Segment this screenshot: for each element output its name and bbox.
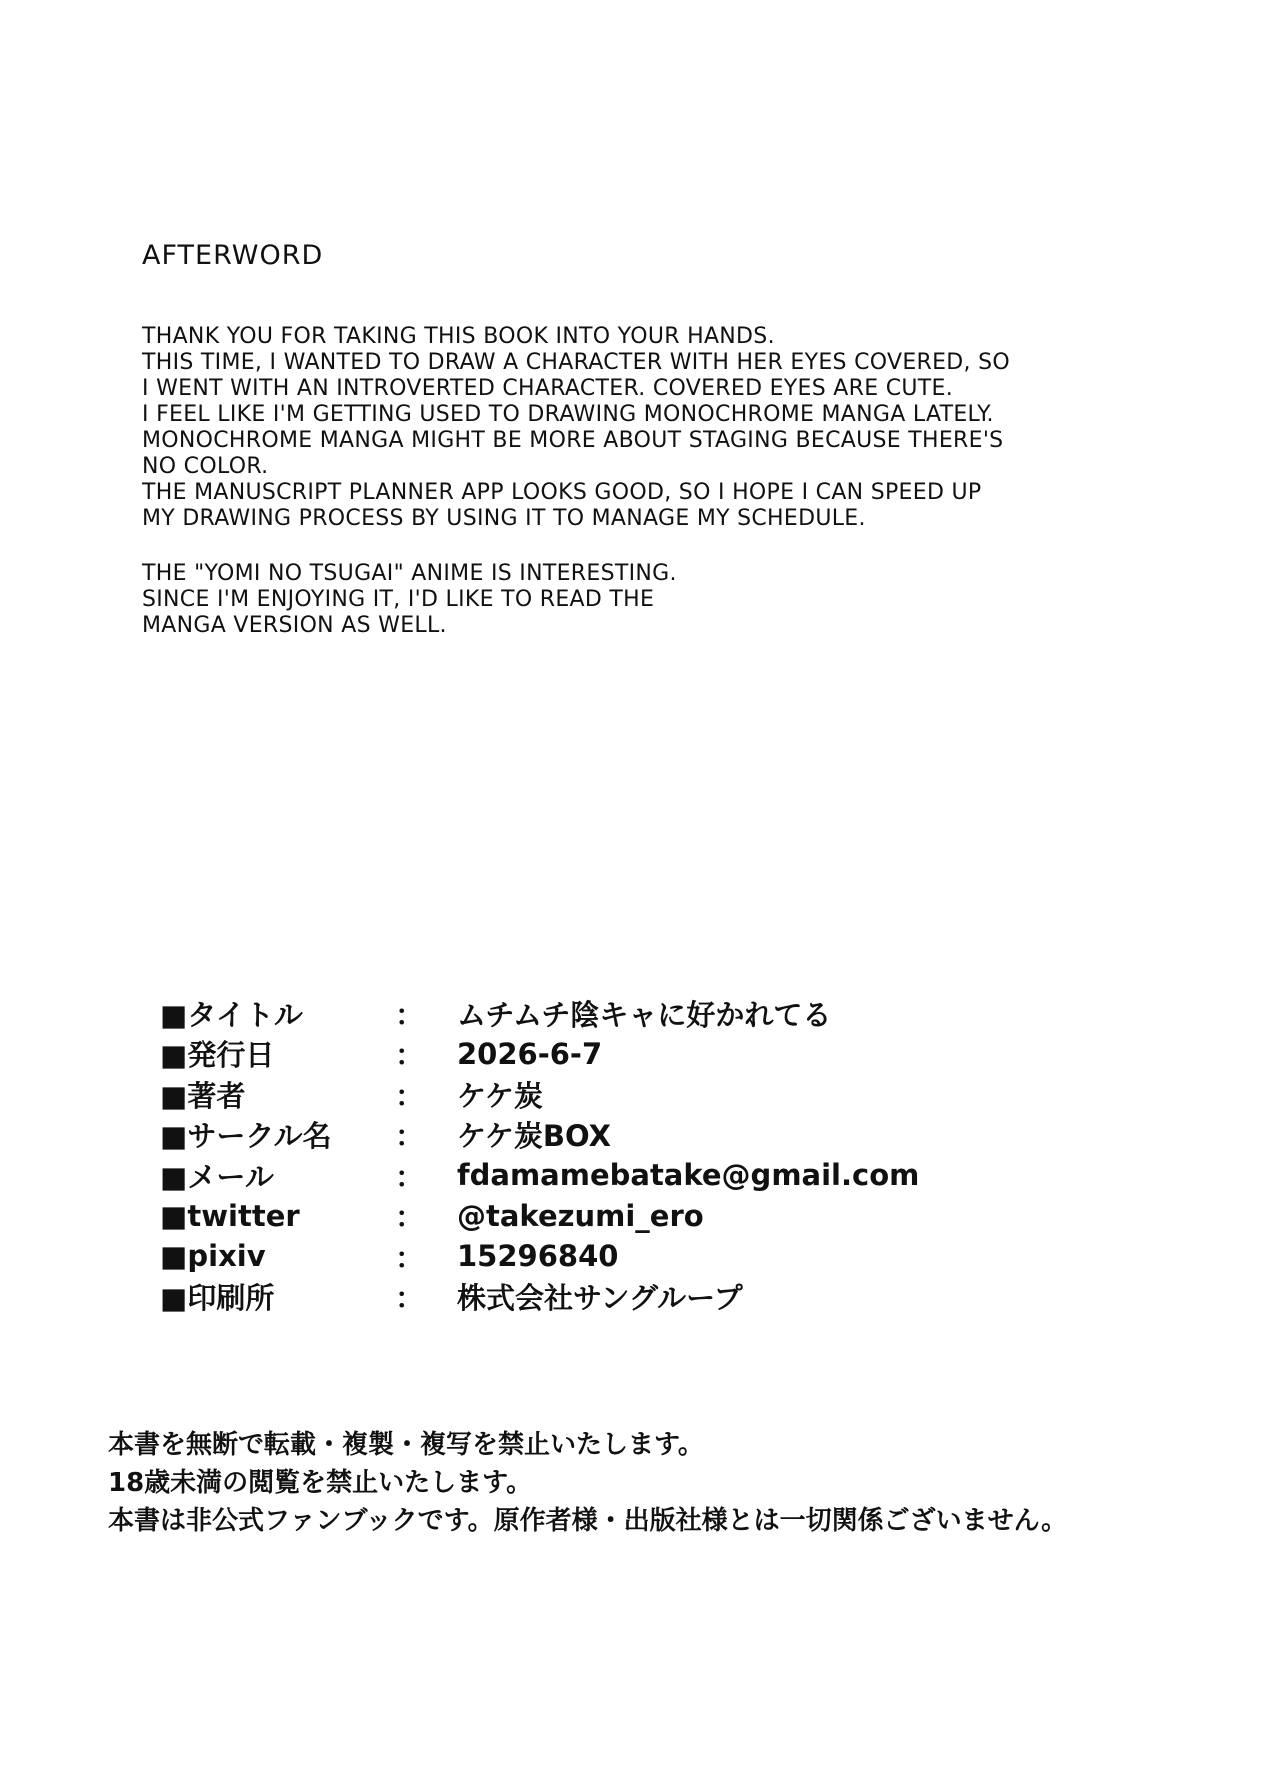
colophon-row-date <box>160 1034 1060 1075</box>
colophon-separator: ： <box>395 1119 425 1154</box>
afterword-line: MY DRAWING PROCESS BY USING IT TO MANAGE MY SCHEDULE. <box>142 506 866 531</box>
colophon-value: ケケ炭 <box>457 1078 543 1113</box>
colophon-row-twitter <box>160 1196 1060 1237</box>
afterword-body <box>142 324 1152 668</box>
afterword-line: THANK YOU FOR TAKING THIS BOOK INTO YOUR HANDS. <box>142 324 775 349</box>
afterword-line: MANGA VERSION AS WELL. <box>142 613 447 638</box>
colophon-value: 株式会社サングループ <box>457 1281 743 1316</box>
colophon-separator: ： <box>395 1038 425 1073</box>
legal-line: 18歳未満の閲覧を禁止いたします。 <box>108 1468 533 1498</box>
colophon-value: 2026-6-7 <box>457 1036 603 1071</box>
colophon-row-printer <box>160 1277 1060 1318</box>
colophon <box>160 993 1060 1317</box>
legal-line: 本書を無断で転載・複製・複写を禁止いたします。 <box>108 1430 704 1460</box>
colophon-row-title <box>160 993 1060 1034</box>
colophon-label: ■メール <box>160 1159 274 1194</box>
colophon-label: ■発行日 <box>160 1038 275 1073</box>
colophon-row-email <box>160 1155 1060 1196</box>
colophon-value: ケケ炭BOX <box>457 1119 611 1154</box>
colophon-row-pixiv <box>160 1236 1060 1277</box>
afterword-line: I WENT WITH AN INTROVERTED CHARACTER. COVERED EYES ARE CUTE. <box>142 376 954 401</box>
colophon-separator: ： <box>395 1078 425 1113</box>
afterword-line: THE "YOMI NO TSUGAI" ANIME IS INTERESTING. <box>142 561 677 586</box>
afterword-line: I FEEL LIKE I'M GETTING USED TO DRAWING MONOCHROME MANGA LATELY. <box>142 402 994 427</box>
colophon-label: ■著者 <box>160 1078 246 1113</box>
colophon-value: ムチムチ陰キャに好かれてる <box>457 997 832 1032</box>
legal-line: 本書は非公式ファンブックです。原作者様・出版社様とは一切関係ございません。 <box>108 1506 1068 1536</box>
colophon-separator: ： <box>395 1281 425 1316</box>
colophon-value: 15296840 <box>457 1239 619 1274</box>
afterword-line: THIS TIME, I WANTED TO DRAW A CHARACTER WITH HER EYES COVERED, SO <box>142 350 1011 375</box>
afterword-title: AFTERWORD <box>142 240 324 271</box>
colophon-separator: ： <box>395 997 425 1032</box>
afterword-paragraph <box>142 561 1152 639</box>
colophon-row-circle <box>160 1115 1060 1156</box>
colophon-label: ■サークル名 <box>160 1119 332 1154</box>
colophon-separator: ： <box>395 1159 425 1194</box>
colophon-label: ■タイトル <box>160 997 303 1032</box>
colophon-separator: ： <box>395 1240 425 1275</box>
afterword-line: MONOCHROME MANGA MIGHT BE MORE ABOUT STAGING BECAUSE THERE'S <box>142 428 1004 453</box>
afterword-paragraph <box>142 324 1152 532</box>
colophon-value: @takezumi_ero <box>457 1198 704 1233</box>
colophon-row-author <box>160 1074 1060 1115</box>
afterword-line: SINCE I'M ENJOYING IT, I'D LIKE TO READ THE <box>142 587 655 612</box>
afterword-line: THE MANUSCRIPT PLANNER APP LOOKS GOOD, SO I HOPE I CAN SPEED UP <box>142 480 982 505</box>
afterword-line: NO COLOR. <box>142 454 269 479</box>
colophon-label: ■pixiv <box>160 1239 266 1274</box>
colophon-label: ■twitter <box>160 1198 300 1233</box>
colophon-value: fdamamebatake@gmail.com <box>457 1158 920 1193</box>
colophon-label: ■印刷所 <box>160 1281 275 1316</box>
legal-notice <box>108 1426 1208 1540</box>
colophon-separator: ： <box>395 1200 425 1235</box>
